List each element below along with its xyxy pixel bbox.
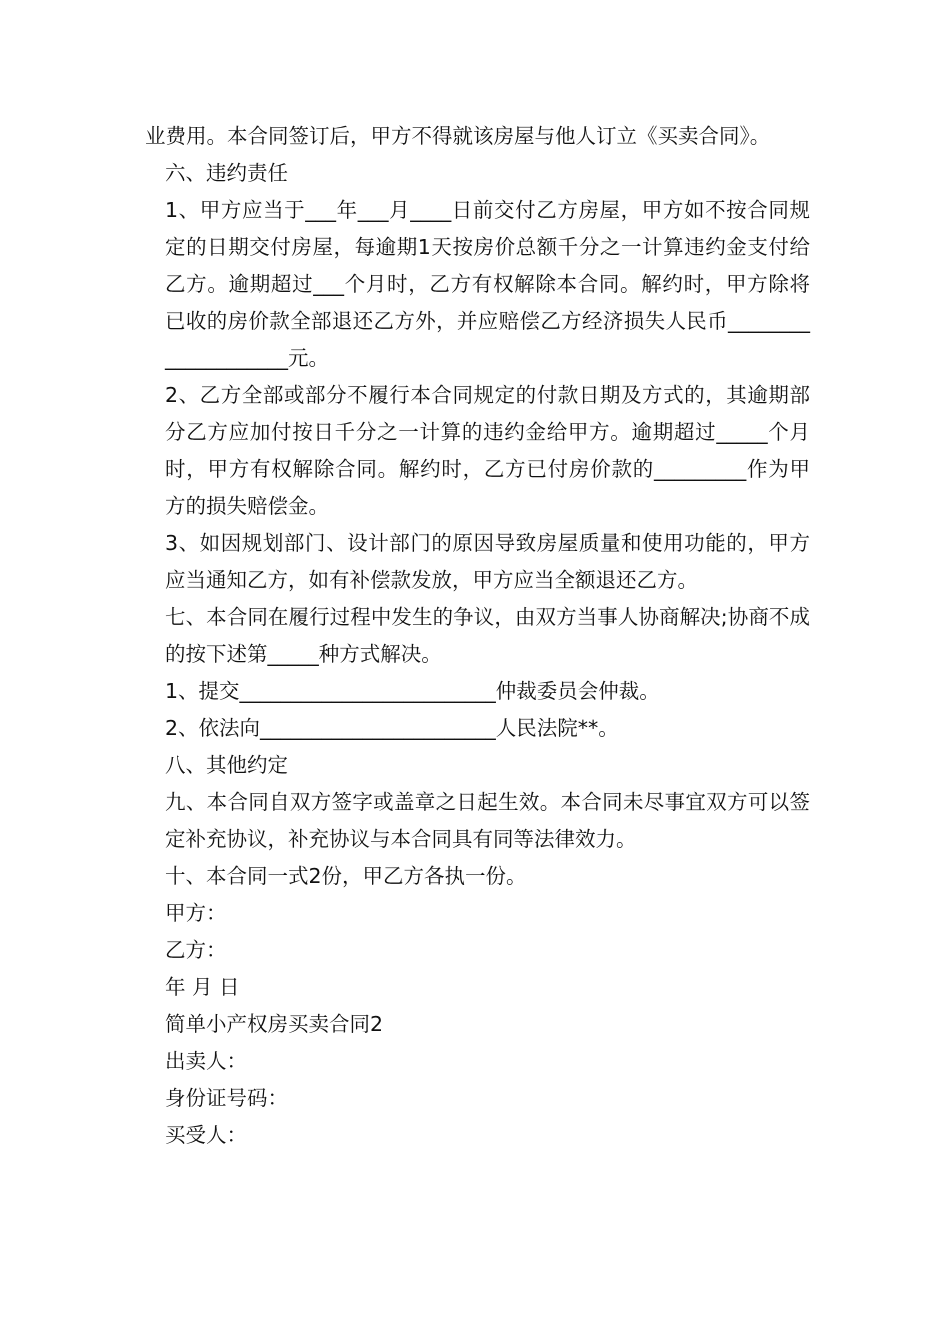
field-id-number: 身份证号码： [165, 1086, 288, 1110]
paragraph-effectiveness: 九、本合同自双方签字或盖章之日起生效。本合同未尽事宜双方可以签定补充协议，补充协议与本合同具有同等法律效力。 [165, 790, 810, 851]
field-buyer: 买受人： [165, 1123, 247, 1147]
paragraph-breach-2: 2、乙方全部或部分不履行本合同规定的付款日期及方式的，其逾期部分乙方应加付按日千分之一计算的违约金给甲方。逾期超过_____个月时，甲方有权解除合同。解约时，乙方已付房价款的_________作为甲方的损失赔偿金。 [165, 383, 810, 518]
paragraph-dispute-resolution: 七、本合同在履行过程中发生的争议，由双方当事人协商解决;协商不成的按下述第_____种方式解决。 [165, 605, 810, 666]
paragraph-court: 2、依法向_______________________人民法院**。 [165, 716, 619, 740]
signature-party-a: 甲方： [165, 901, 227, 925]
heading-breach-liability: 六、违约责任 [165, 161, 288, 185]
signature-date: 年 月 日 [165, 975, 240, 999]
paragraph-breach-3: 3、如因规划部门、设计部门的原因导致房屋质量和使用功能的，甲方应当通知乙方，如有补偿款发放，甲方应当全额退还乙方。 [165, 531, 810, 592]
paragraph-breach-1: 1、甲方应当于___年___月____日前交付乙方房屋，甲方如不按合同规定的日期交付房屋，每逾期1天按房价总额千分之一计算违约金支付给乙方。逾期超过___个月时，乙方有权解除本合同。解约时，甲方除将已收的房价款全部退还乙方外，并应赔偿乙方经济损失人民币____________________元。 [165, 198, 810, 370]
document-body [145, 118, 810, 1154]
contract-2-title: 简单小产权房买卖合同2 [165, 1012, 384, 1036]
paragraph-copies: 十、本合同一式2份，甲乙方各执一份。 [165, 864, 527, 888]
signature-party-b: 乙方： [165, 938, 227, 962]
heading-other-agreements: 八、其他约定 [165, 753, 288, 777]
paragraph-arbitration: 1、提交_________________________仲裁委员会仲裁。 [165, 679, 660, 703]
paragraph-fee-clause: 业费用。本合同签订后，甲方不得就该房屋与他人订立《买卖合同》。 [145, 124, 771, 148]
field-seller: 出卖人： [165, 1049, 247, 1073]
